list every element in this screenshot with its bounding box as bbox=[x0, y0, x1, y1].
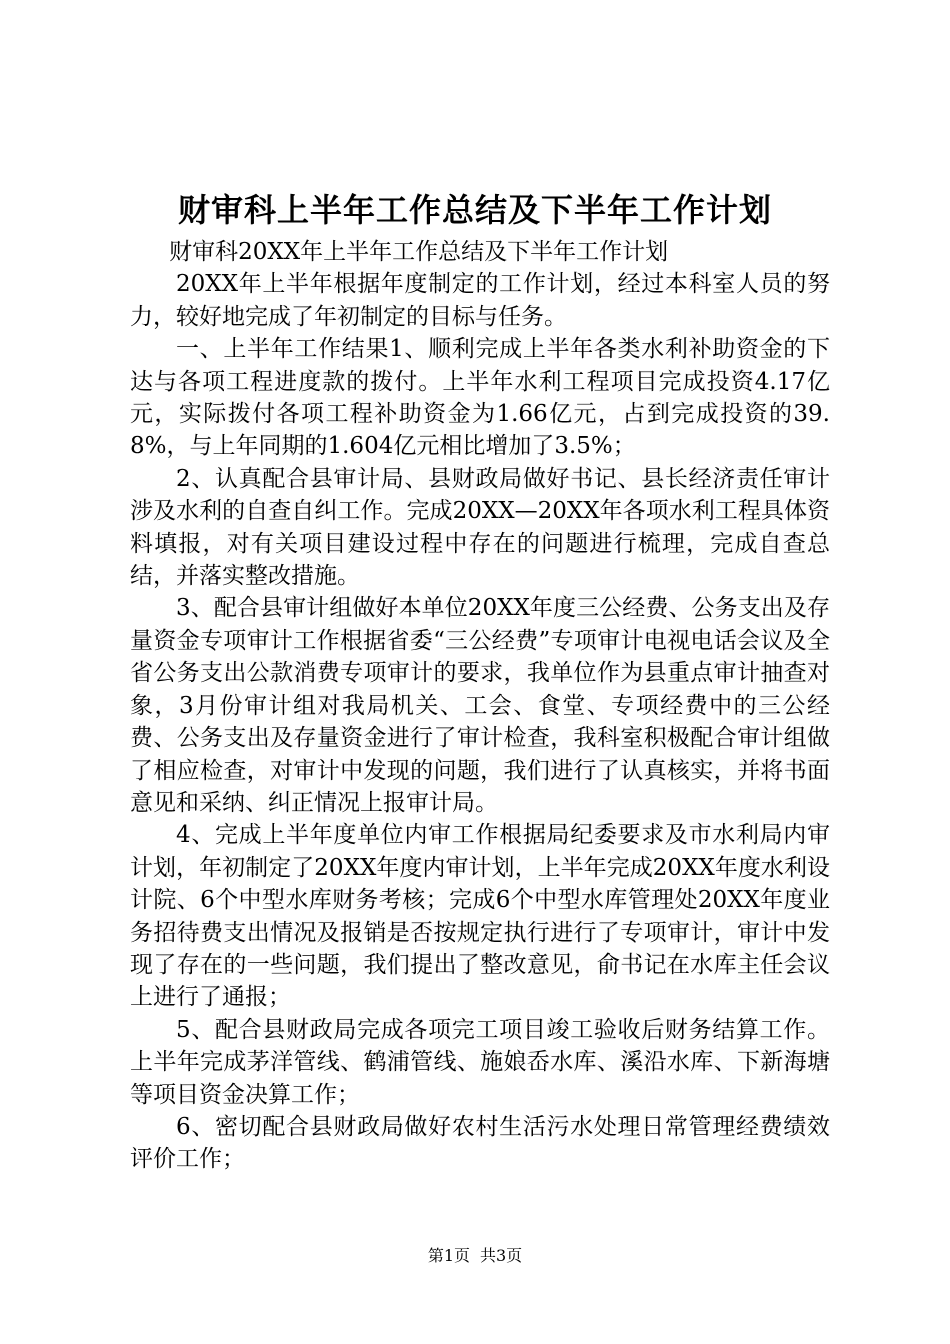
paragraph-item-4: 4、完成上半年度单位内审工作根据局纪委要求及市水利局内审计划，年初制定了20XX年度内审计划，上半年完成20XX年度水利设计院、6个中型水库财务考核；完成6个中型水库管理处20XX年度业务招待费支出情况及报销是否按规定执行进行了专项审计，审计中发现了存在的一些问题，我们提出了整改意见，俞书记在水库主任会议上进行了通报； bbox=[130, 822, 830, 1011]
page-number: 第1页 bbox=[427, 1246, 470, 1265]
paragraph-item-6: 6、密切配合县财政局做好农村生活污水处理日常管理经费绩效评价工作； bbox=[130, 1113, 830, 1173]
paragraph-item-1: 一、上半年工作结果1、顺利完成上半年各类水利补助资金的下达与各项工程进度款的拨付。上半年水利工程项目完成投资4.17亿元，实际拨付各项工程补助资金为1.66亿元，占到完成投资的39.8%，与上年同期的1.604亿元相比增加了3.5%； bbox=[130, 336, 830, 460]
paragraph-item-2: 2、认真配合县审计局、县财政局做好书记、县长经济责任审计涉及水利的自查自纠工作。完成20XX—20XX年各项水利工程具体资料填报，对有关项目建设过程中存在的问题进行梳理，完成自查总结，并落实整改措施。 bbox=[130, 465, 830, 590]
page-footer bbox=[0, 1244, 950, 1268]
paragraph-subtitle: 财审科20XX年上半年工作总结及下半年工作计划 bbox=[169, 239, 669, 265]
paragraph-intro: 20XX年上半年根据年度制定的工作计划，经过本科室人员的努力，较好地完成了年初制定的目标与任务。 bbox=[130, 271, 830, 330]
paragraph-item-3: 3、配合县审计组做好本单位20XX年度三公经费、公务支出及存量资金专项审计工作根据省委“三公经费”专项审计电视电话会议及全省公务支出公款消费专项审计的要求，我单位作为县重点审计抽查对象，3月份审计组对我局机关、工会、食堂、专项经费中的三公经费、公务支出及存量资金进行了审计检查，我科室积极配合审计组做了相应检查，对审计中发现的问题，我们进行了认真核实，并将书面意见和采纳、纠正情况上报审计局。 bbox=[130, 595, 830, 816]
paragraph-item-5: 5、配合县财政局完成各项完工项目竣工验收后财务结算工作。上半年完成茅洋管线、鹤浦管线、施娘岙水库、溪沿水库、下新海塘等项目资金决算工作； bbox=[130, 1016, 830, 1108]
document-title: 财审科上半年工作总结及下半年工作计划 bbox=[177, 191, 772, 229]
document-body bbox=[130, 236, 830, 1176]
page-total: 共3页 bbox=[480, 1246, 523, 1265]
